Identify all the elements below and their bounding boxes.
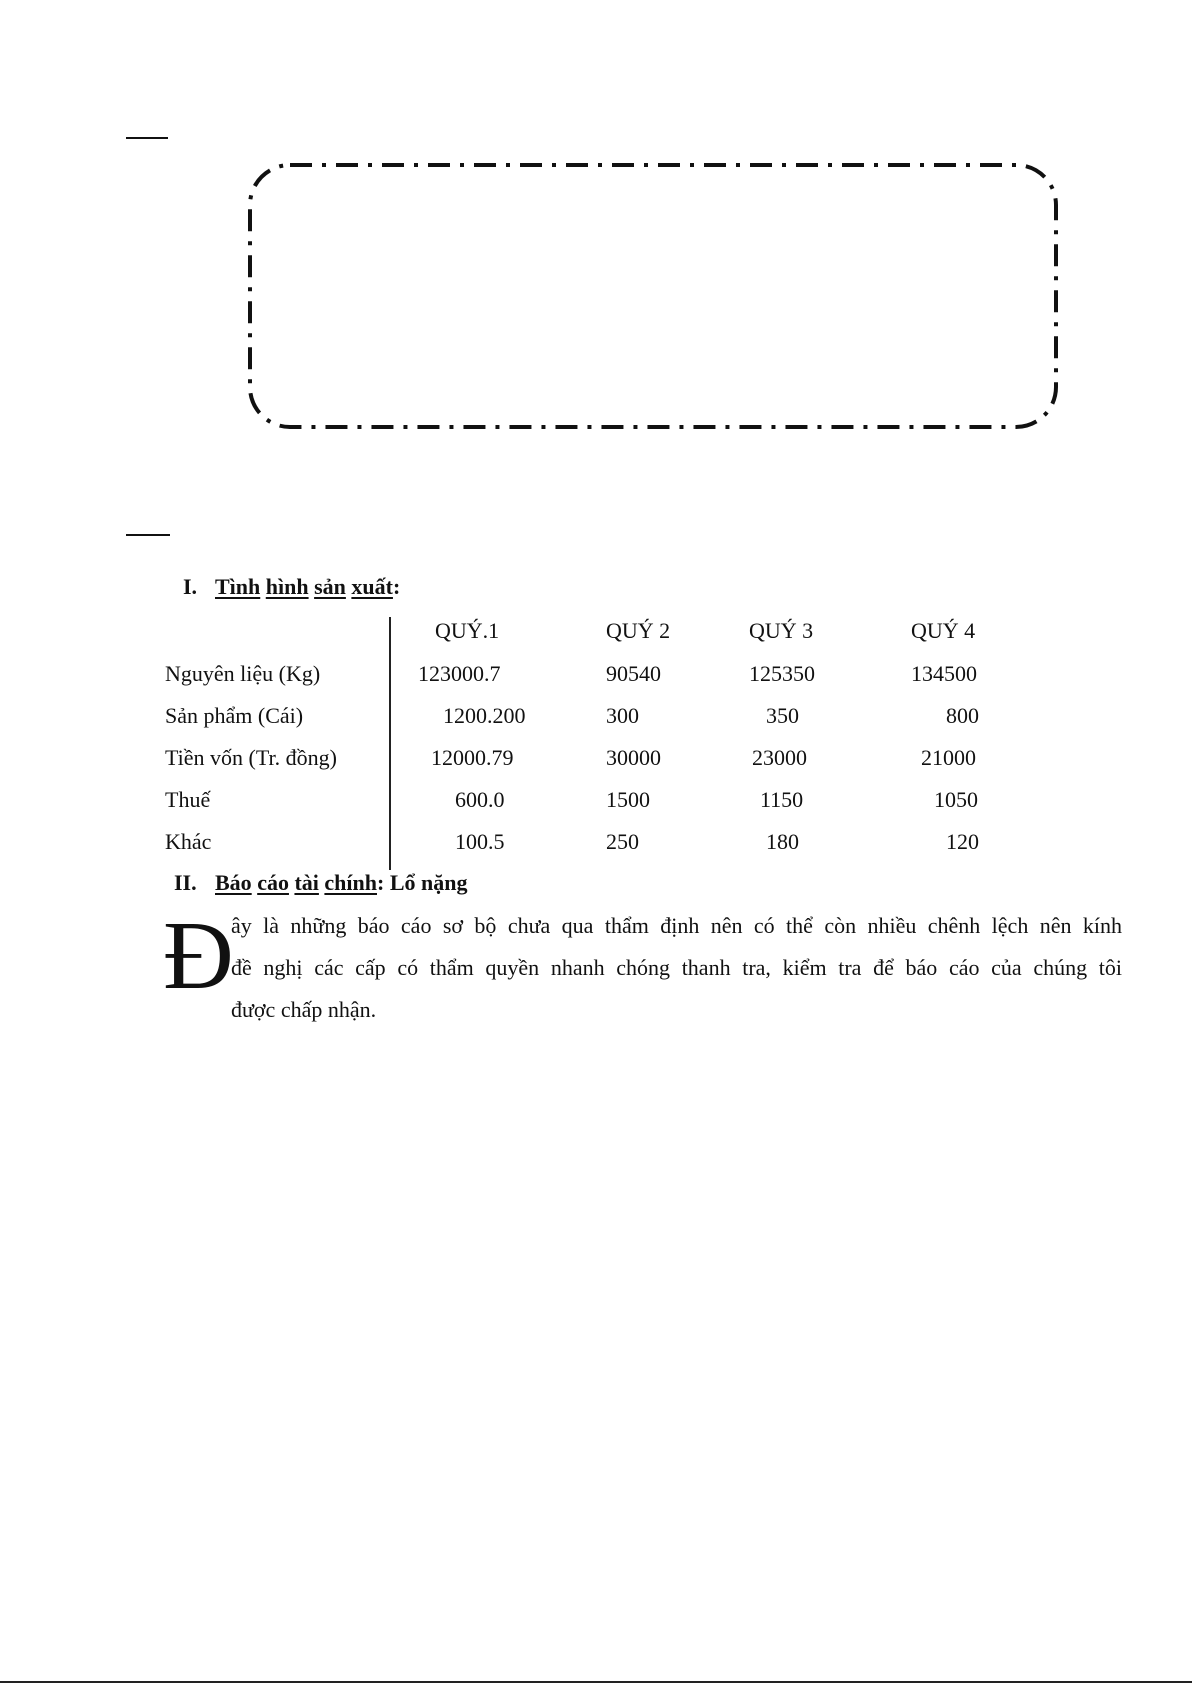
table-cell: 134500 bbox=[911, 661, 977, 686]
paragraph-line: đề nghị các cấp có thẩm quyền nhanh chóng thanh tra, kiểm tra để báo cáo của chúng tôi bbox=[231, 955, 1122, 980]
table-header-q4: QUÝ 4 bbox=[911, 618, 976, 643]
table-cell: 350 bbox=[766, 703, 799, 728]
table-cell: 125350 bbox=[749, 661, 815, 686]
table-cell: 1500 bbox=[606, 787, 650, 812]
table-cell: 90540 bbox=[606, 661, 661, 686]
section-2-heading bbox=[174, 870, 467, 896]
section-2-word: Báo bbox=[215, 870, 252, 895]
table-cell: 123000.7 bbox=[418, 661, 501, 686]
table-cell: 300 bbox=[606, 703, 639, 728]
table-cell: 1200.200 bbox=[443, 703, 526, 728]
table-cell: 100.5 bbox=[455, 829, 505, 854]
section-1-number: I. bbox=[183, 574, 198, 599]
section-1-word: sản bbox=[314, 574, 346, 599]
table-header-q2: QUÝ 2 bbox=[606, 618, 671, 643]
paragraph-line: ây là những báo cáo sơ bộ chưa qua thẩm định nên có thể còn nhiều chênh lệch nên kính bbox=[231, 913, 1122, 938]
paragraph-drop-cap: Đ bbox=[163, 902, 234, 1010]
table-cell: 180 bbox=[766, 829, 799, 854]
section-2-word: cáo bbox=[257, 870, 289, 895]
table-cell: 120 bbox=[946, 829, 979, 854]
table-divider-line bbox=[389, 617, 391, 870]
table-cell: 30000 bbox=[606, 745, 661, 770]
table-row-label: Tiền vốn (Tr. đồng) bbox=[165, 745, 337, 770]
table-cell: 250 bbox=[606, 829, 639, 854]
section-2-word: tài bbox=[294, 870, 319, 895]
section-2-suffix: : Lổ nặng bbox=[377, 870, 468, 895]
table-cell: 1050 bbox=[934, 787, 978, 812]
table-cell: 23000 bbox=[752, 745, 807, 770]
table-header-q1: QUÝ.1 bbox=[435, 618, 500, 643]
table-cell: 1150 bbox=[760, 787, 804, 812]
table-row-label: Thuế bbox=[165, 787, 211, 812]
section-2-number: II. bbox=[174, 870, 197, 895]
section-1-colon: : bbox=[392, 574, 401, 599]
table-cell: 600.0 bbox=[455, 787, 505, 812]
table-cell: 21000 bbox=[921, 745, 976, 770]
table-header-q3: QUÝ 3 bbox=[749, 618, 814, 643]
table-row-label: Nguyên liệu (Kg) bbox=[165, 661, 321, 686]
dashed-text-frame bbox=[245, 160, 1061, 432]
section-1-heading bbox=[183, 574, 400, 600]
page-bottom-edge bbox=[0, 1681, 1192, 1683]
table-cell: 800 bbox=[946, 703, 979, 728]
section-1-word: xuất bbox=[351, 574, 393, 599]
section-1-word: hình bbox=[265, 574, 309, 599]
table-cell: 12000.79 bbox=[431, 745, 514, 770]
table-row-label: Khác bbox=[165, 829, 212, 854]
short-rule-top bbox=[126, 137, 168, 139]
section-2-word: chính bbox=[324, 870, 377, 895]
table-row-label: Sản phẩm (Cái) bbox=[165, 703, 304, 728]
paragraph-line: được chấp nhận. bbox=[231, 997, 377, 1022]
short-rule-middle bbox=[126, 534, 170, 536]
section-1-word: Tình bbox=[215, 574, 261, 599]
